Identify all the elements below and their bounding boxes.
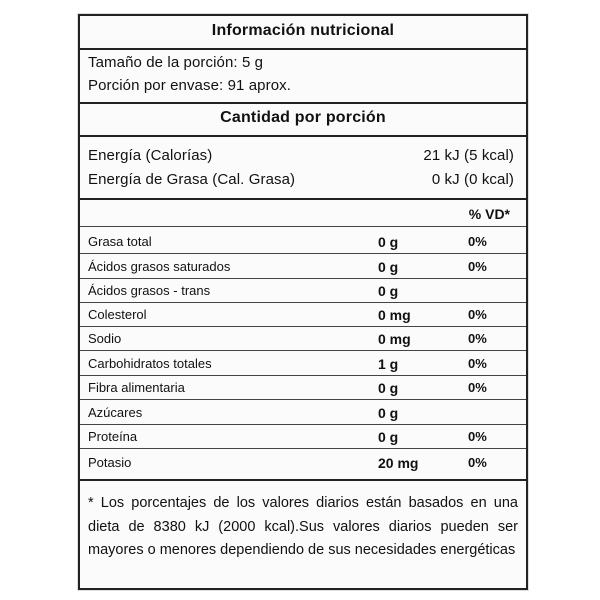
nutrient-amount: 0 mg [378, 331, 411, 347]
nutrient-name: Ácidos grasos - trans [88, 283, 211, 298]
nutrient-amount: 0 g [378, 380, 399, 396]
nutrient-name: Grasa total [88, 234, 152, 249]
divider [80, 102, 526, 104]
nutrient-amount: 0 mg [378, 307, 411, 323]
daily-value-header: % VD* [468, 206, 510, 222]
nutrient-amount: 1 g [378, 356, 399, 372]
energy-value: 21 kJ (5 kcal) [423, 147, 514, 164]
nutrient-name: Proteína [88, 429, 138, 444]
nutrient-name: Fibra alimentaria [88, 380, 185, 395]
fat-energy-value: 0 kJ (0 kcal) [431, 171, 514, 188]
nutrient-amount: 20 mg [378, 455, 419, 471]
nutrient-name: Ácidos grasos saturados [88, 259, 231, 274]
nutrient-amount: 0 g [378, 283, 399, 299]
servings-per-container-text: Porción por envase: 91 aprox. [88, 77, 292, 94]
label-title: Información nutricional [211, 22, 395, 39]
divider [80, 198, 526, 200]
nutrient-amount: 0 g [378, 259, 399, 275]
divider [80, 350, 526, 351]
divider [80, 253, 526, 254]
divider [80, 375, 526, 376]
nutrient-amount: 0 g [378, 429, 399, 445]
nutrient-name: Sodio [88, 331, 122, 346]
nutrient-amount: 0 g [378, 234, 399, 250]
serving-size-text: Tamaño de la porción: 5 g [88, 54, 264, 71]
amount-per-serving-header: Cantidad por porción [220, 109, 386, 126]
divider [80, 399, 526, 400]
nutrient-daily-value: 0% [468, 380, 487, 395]
nutrient-amount: 0 g [378, 405, 399, 421]
divider [80, 448, 526, 449]
nutrient-daily-value: 0% [468, 234, 487, 249]
nutrient-daily-value: 0% [468, 356, 487, 371]
nutrient-name: Potasio [88, 455, 132, 470]
energy-label: Energía (Calorías) [88, 147, 213, 164]
divider [80, 326, 526, 327]
divider [80, 479, 526, 481]
nutrient-daily-value: 0% [468, 331, 487, 346]
divider [80, 48, 526, 50]
nutrient-name: Azúcares [88, 405, 143, 420]
nutrient-daily-value: 0% [468, 259, 487, 274]
nutrient-name: Colesterol [88, 307, 147, 322]
divider [80, 226, 526, 227]
nutrient-daily-value: 0% [468, 307, 487, 322]
divider [80, 278, 526, 279]
nutrient-daily-value: 0% [468, 429, 487, 444]
divider [80, 135, 526, 137]
nutrition-facts-label [78, 14, 528, 590]
nutrient-daily-value: 0% [468, 455, 487, 470]
footnote: * Los porcentajes de los valores diarios están basados en una dieta de 8380 kJ (2000 kcal).Sus valores diarios pueden ser mayores o menores dependiendo de sus necesidades energéticas [88, 495, 518, 558]
nutrient-name: Carbohidratos totales [88, 356, 212, 371]
fat-energy-label: Energía de Grasa (Cal. Grasa) [88, 171, 296, 188]
divider [80, 424, 526, 425]
divider [80, 302, 526, 303]
